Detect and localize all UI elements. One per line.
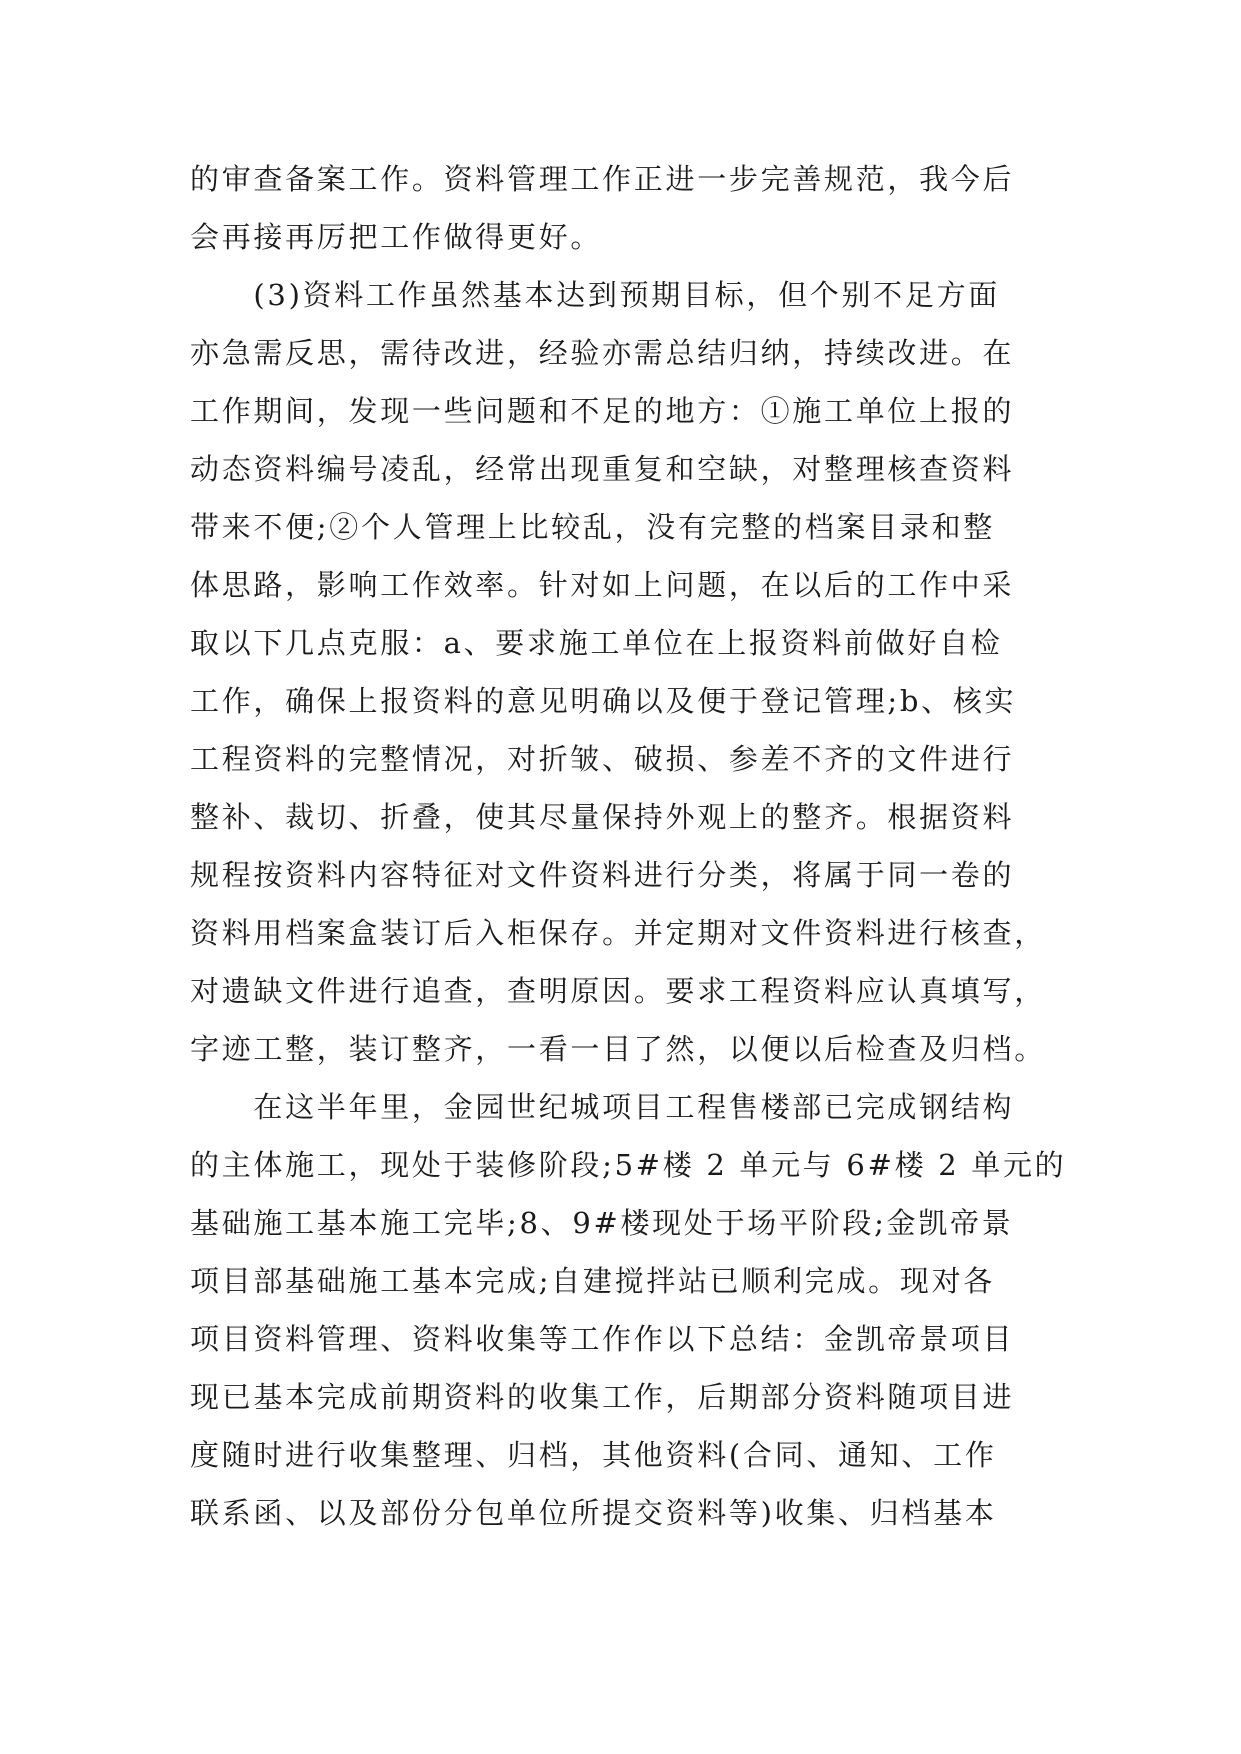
text-line: 的主体施工，现处于装修阶段;5#楼 2 单元与 6#楼 2 单元的 [190,1148,1067,1182]
text-line: 联系函、以及部份分包单位所提交资料等)收集、归档基本 [190,1496,997,1530]
text-line: 项目部基础施工基本完成;自建搅拌站已顺利完成。现对各 [190,1264,995,1298]
text-line: 规程按资料内容特征对文件资料进行分类，将属于同一卷的 [190,858,1015,892]
text-line: 基础施工基本施工完毕;8、9#楼现处于场平阶段;金凯帝景 [190,1206,1014,1240]
text-line: 体思路，影响工作效率。针对如上问题，在以后的工作中采 [190,568,1015,602]
text-line: 项目资料管理、资料收集等工作作以下总结：金凯帝景项目 [190,1322,1015,1356]
text-line: 动态资料编号凌乱，经常出现重复和空缺，对整理核查资料 [190,452,1015,486]
text-line: 工作，确保上报资料的意见明确以及便于登记管理;b、核实 [190,684,1017,718]
text-line: 工程资料的完整情况，对折皱、破损、参差不齐的文件进行 [190,742,1015,776]
text-line: 对遗缺文件进行追查，查明原因。要求工程资料应认真填写， [190,974,1046,1008]
text-line: 带来不便;②个人管理上比较乱，没有完整的档案目录和整 [190,510,995,544]
text-line: 资料用档案盒装订后入柜保存。并定期对文件资料进行核查， [190,916,1046,950]
text-line: 度随时进行收集整理、归档，其他资料(合同、通知、工作 [190,1438,997,1472]
text-line: 现已基本完成前期资料的收集工作，后期部分资料随项目进 [190,1380,1015,1414]
text-line: 整补、裁切、折叠，使其尽量保持外观上的整齐。根据资料 [190,800,1015,834]
text-line: 会再接再厉把工作做得更好。 [190,220,603,254]
text-line: 亦急需反思，需待改进，经验亦需总结归纳，持续改进。在 [190,336,1015,370]
body-text [190,150,1070,1542]
text-line: (3)资料工作虽然基本达到预期目标，但个别不足方面 [190,278,1000,312]
text-line: 在这半年里，金园世纪城项目工程售楼部已完成钢结构 [190,1090,1015,1124]
text-line: 的审查备案工作。资料管理工作正进一步完善规范，我今后 [190,162,1015,196]
text-line: 取以下几点克服：a、要求施工单位在上报资料前做好自检 [190,626,1003,660]
text-line: 工作期间，发现一些问题和不足的地方：①施工单位上报的 [190,394,1015,428]
text-line: 字迹工整，装订整齐，一看一目了然，以便以后检查及归档。 [190,1032,1046,1066]
